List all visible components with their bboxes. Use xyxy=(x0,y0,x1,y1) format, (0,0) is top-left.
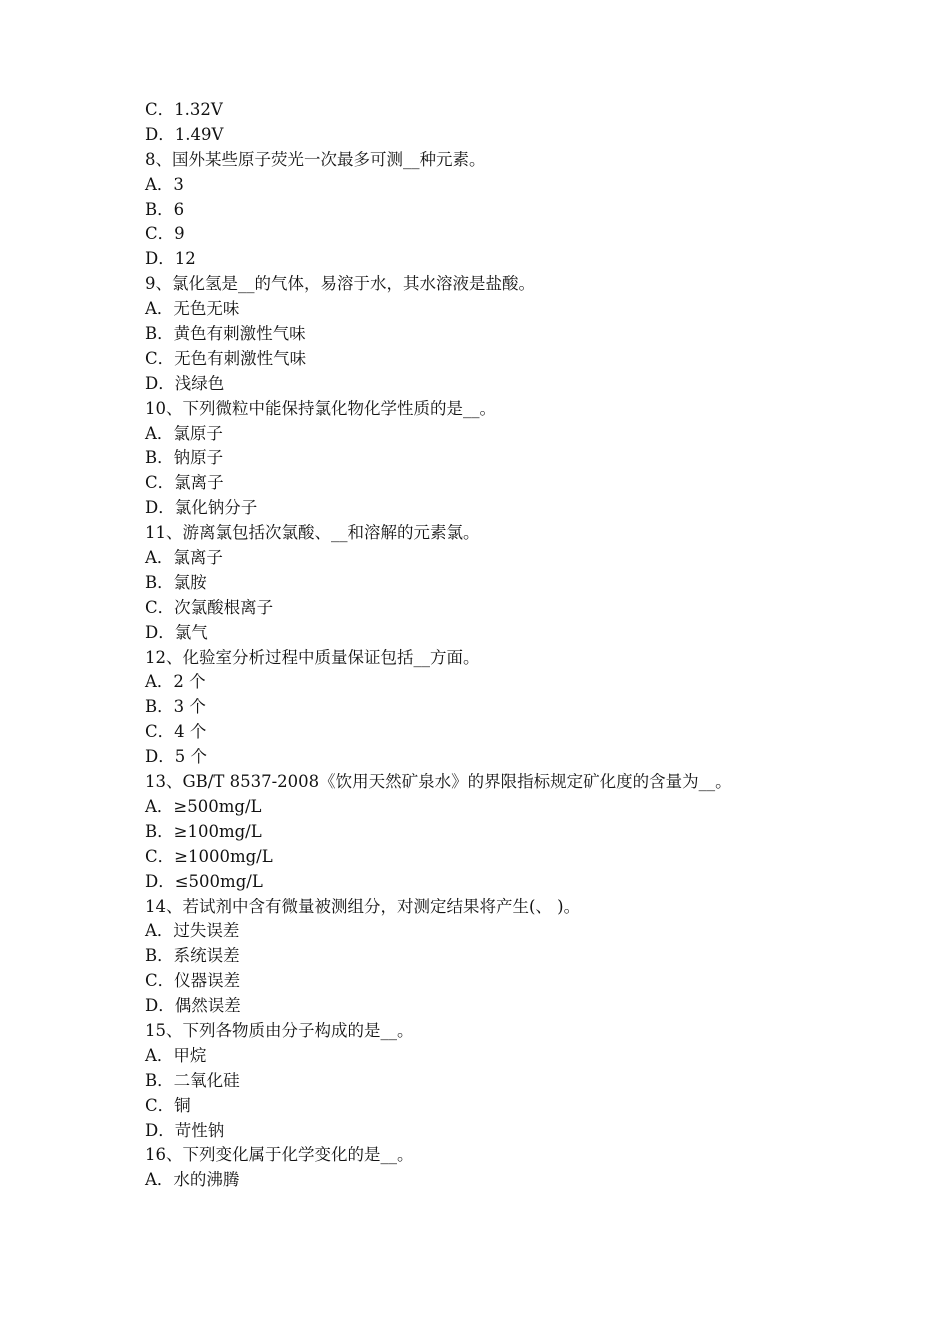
answer-option: B．系统误差 xyxy=(145,946,240,966)
answer-option: B．黄色有刺激性气味 xyxy=(145,324,306,344)
answer-option: A．过失误差 xyxy=(145,921,240,941)
answer-option: D．偶然误差 xyxy=(145,996,241,1016)
answer-option: B．钠原子 xyxy=(145,448,224,468)
question-stem: 16、下列变化属于化学变化的是__。 xyxy=(145,1145,414,1165)
answer-option: D．浅绿色 xyxy=(145,373,225,393)
answer-option: C．仪器误差 xyxy=(145,971,241,991)
answer-option: D．氯气 xyxy=(145,622,208,642)
answer-option: C．无色有刺激性气味 xyxy=(145,348,307,368)
answer-option: D．苛性钠 xyxy=(145,1120,225,1140)
question-stem: 11、游离氯包括次氯酸、__和溶解的元素氯。 xyxy=(145,523,480,543)
answer-option: A．甲烷 xyxy=(145,1045,207,1065)
answer-option: C．1.32V xyxy=(145,100,223,119)
answer-option: A．氯离子 xyxy=(145,548,223,568)
answer-option: C．铜 xyxy=(145,1095,191,1115)
answer-option: A．氯原子 xyxy=(145,423,223,443)
answer-option: A．无色无味 xyxy=(145,299,240,319)
answer-option: B．3 个 xyxy=(145,697,206,717)
question-stem: 12、化验室分析过程中质量保证包括__方面。 xyxy=(145,647,480,667)
question-stem: 8、国外某些原子荧光一次最多可测__种元素。 xyxy=(145,149,486,169)
answer-option: C．9 xyxy=(145,224,185,244)
question-stem: 13、GB/T 8537-2008《饮用天然矿泉水》的界限指标规定矿化度的含量为__。 xyxy=(145,772,732,792)
document-body xyxy=(145,98,905,1193)
answer-option: C．次氯酸根离子 xyxy=(145,597,274,617)
answer-option: B．6 xyxy=(145,199,185,219)
question-stem: 15、下列各物质由分子构成的是__。 xyxy=(145,1020,414,1040)
answer-option: B．≥100mg/L xyxy=(145,821,262,841)
answer-option: B．氯胺 xyxy=(145,572,207,592)
answer-option: C．氯离子 xyxy=(145,473,224,493)
answer-option: C．4 个 xyxy=(145,722,207,742)
question-stem: 9、氯化氢是__的气体，易溶于水，其水溶液是盐酸。 xyxy=(145,274,535,294)
answer-option: A．水的沸腾 xyxy=(145,1170,240,1190)
answer-option: A．2 个 xyxy=(145,672,206,692)
answer-option: D．12 xyxy=(145,249,196,269)
answer-option: C．≥1000mg/L xyxy=(145,846,273,866)
answer-option: D．氯化钠分子 xyxy=(145,498,258,518)
answer-option: D．5 个 xyxy=(145,747,207,767)
answer-option: B．二氧化硅 xyxy=(145,1070,240,1090)
answer-option: A．3 xyxy=(145,174,184,194)
question-stem: 10、下列微粒中能保持氯化物化学性质的是__。 xyxy=(145,398,496,418)
question-stem: 14、若试剂中含有微量被测组分，对测定结果将产生(、 )。 xyxy=(145,896,581,916)
answer-option: D．≤500mg/L xyxy=(145,871,263,891)
answer-option: A．≥500mg/L xyxy=(145,796,262,816)
answer-option: D．1.49V xyxy=(145,124,224,144)
